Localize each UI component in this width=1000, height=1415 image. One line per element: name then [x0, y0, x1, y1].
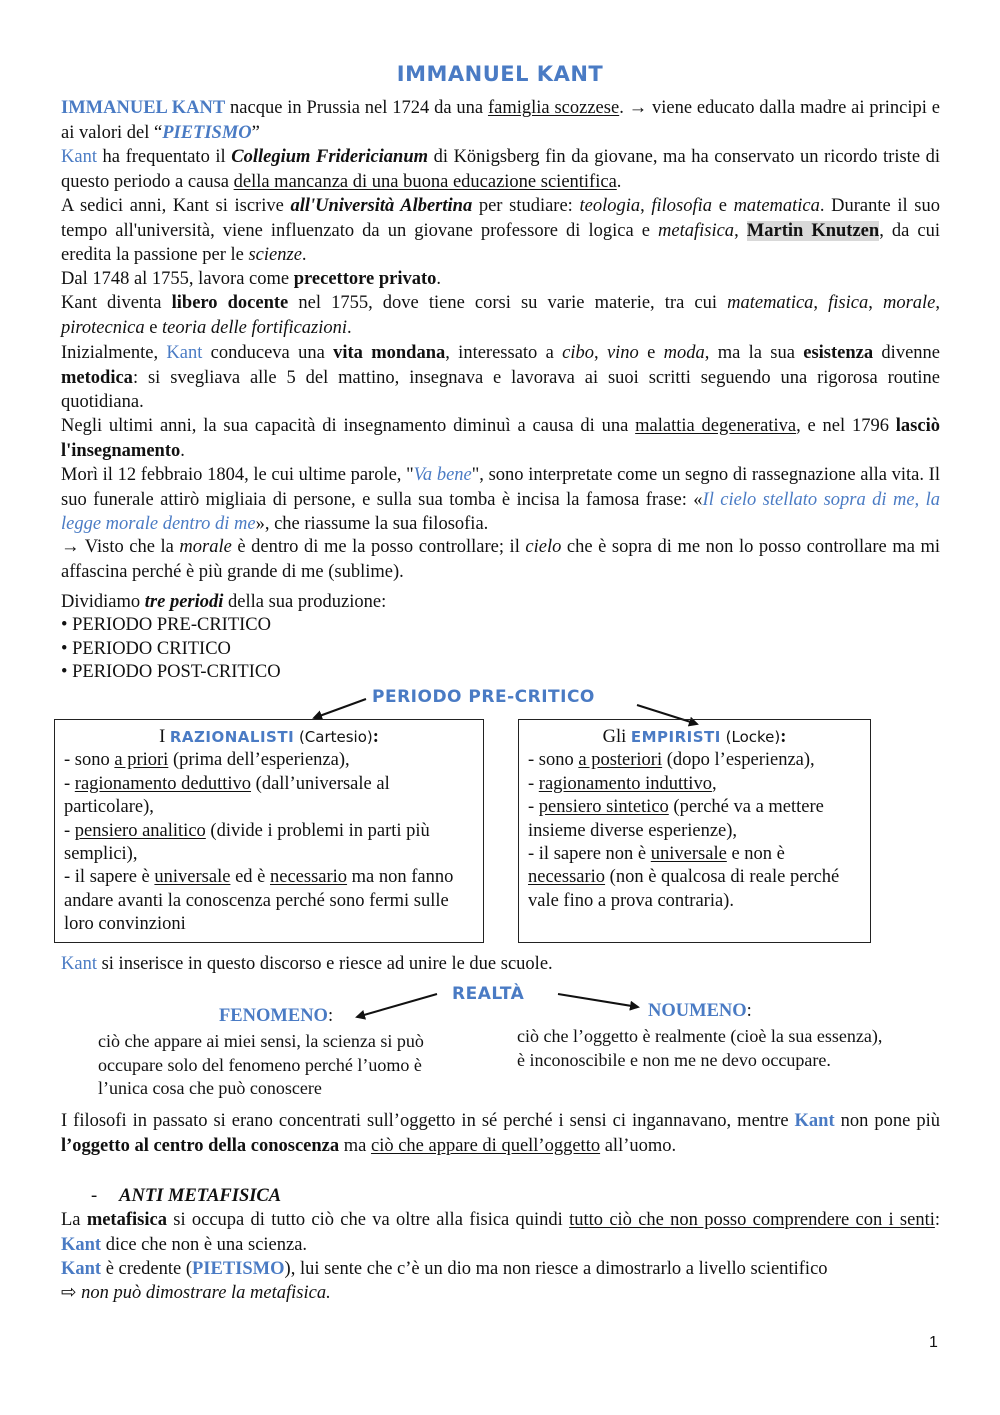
razionalisti-line: - sono a priori (prima dell’esperienza), — [64, 750, 350, 771]
paragraph-ultimi-anni: Negli ultimi anni, la sua capacità di insegnamento diminuì a causa di una malattia degenerativa, e nel 1796 lasciò l'insegnamento. — [61, 416, 940, 461]
empiristi-line: - pensiero sintetico (perché va a mettere insieme diverse esperienze), — [528, 797, 824, 841]
precritico-heading: PERIODO PRE-CRITICO — [372, 687, 595, 707]
double-arrow-icon: ⇨ — [61, 1283, 77, 1303]
empiristi-title: Gli EMPIRISTI (Locke): — [602, 727, 787, 747]
paragraph-vita: Inizialmente, Kant conduceva una vita mondana, interessato a cibo, vino e moda, ma la sua esistenza divenne metodica: si svegliava alle 5 del mattino, insegnava e lavorava ai suoi scritti seguendo una rigorosa routine quotidiana. — [61, 343, 940, 413]
famous-quote: Il cielo stellato sopra di me, la legge morale dentro di me — [61, 489, 940, 535]
razionalisti-title: I RAZIONALISTI (Cartesio): — [159, 727, 379, 747]
paragraph-university: A sedici anni, Kant si iscrive all'Università Albertina per studiare: teologia, filosofia e matematica. Durante il suo tempo all'università, viene influenzato da un giovane professore di logica e metafisica, Martin Knutzen, da cui eredita la passione per le scienze. — [61, 196, 941, 266]
razionalisti-line: - il sapere è universale ed è necessario ma non fanno andare avanti la conoscenza perché sono fermi sulle loro convinzioni — [64, 867, 454, 935]
paragraph-precettore: Dal 1748 al 1755, lavora come precettore privato. — [61, 269, 441, 289]
paragraph-credente: Kant è credente (PIETISMO), lui sente che c’è un dio ma non riesce a dimostrarlo a livello scientifico ⇨ non può dimostrare la metafisica. — [61, 1259, 828, 1303]
empiristi-line: - il sapere non è universale e non è necessario (non è qualcosa di reale perché vale fino a prova contraria). — [528, 844, 840, 911]
paragraph-oggetto: I filosofi in passato si erano concentrati sull’oggetto in sé perché i sensi ci ingannavano, mentre Kant non pone più l’oggetto al centro della conoscenza ma ciò che appare di quell’oggetto all’uomo. — [61, 1111, 940, 1156]
noumeno-text: ciò che l’oggetto è realmente (cioè la sua essenza), è inconoscibile e non me ne devo occupare. — [517, 1026, 883, 1070]
empiristi-line: - ragionamento induttivo, — [528, 773, 717, 794]
paragraph-birth: IMMANUEL KANT nacque in Prussia nel 1724 da una famiglia scozzese. → viene educato dalla madre ai principi e ai valori del “PIETISMO” — [61, 98, 940, 143]
empiristi-line: - sono a posteriori (dopo l’esperienza), — [528, 750, 815, 771]
paragraph-collegium: Kant ha frequentato il Collegium Fridericianum di Königsberg fin da giovane, ma ha conservato un ricordo triste di questo periodo a causa della mancanza di una buona educazione scientifica. — [61, 147, 940, 192]
period-item: • PERIODO CRITICO — [61, 639, 231, 659]
highlight-martin-knutzen: Martin Knutzen — [746, 220, 880, 241]
anti-metafisica-heading: - ANTI METAFISICA — [91, 1186, 282, 1206]
paragraph-periodi: Dividiamo tre periodi della sua produzione: — [61, 592, 387, 612]
arrow-to-fenomeno — [357, 994, 437, 1017]
arrow-to-noumeno — [558, 994, 638, 1007]
page-number: 1 — [929, 1334, 938, 1351]
paragraph-metafisica: La metafisica si occupa di tutto ciò che va oltre alla fisica quindi tutto ciò che non posso comprendere con i senti: Kant dice che non è una scienza. — [61, 1210, 941, 1255]
kant-name: IMMANUEL KANT — [61, 98, 226, 118]
empiristi-box — [518, 719, 871, 943]
noumeno-label: NOUMENO: — [648, 1001, 752, 1021]
fenomeno-text: ciò che appare ai miei sensi, la scienza si può occupare solo del fenomeno perché l’uomo è l’unica cosa che può conoscere — [98, 1031, 424, 1098]
page-title: IMMANUEL KANT — [396, 62, 604, 86]
period-item: • PERIODO POST-CRITICO — [61, 662, 281, 682]
razionalisti-line: - ragionamento deduttivo (dall’universale al particolare), — [64, 773, 390, 818]
razionalisti-line: - pensiero analitico (divide i problemi in parti più semplici), — [64, 820, 430, 865]
paragraph-morte: Morì il 12 febbraio 1804, le cui ultime parole, "Va bene", sono interpretate come un segno di rassegnazione alla vita. Il suo funerale attirò migliaia di persone, e sulla sua tomba è incisa la famosa frase: «Il cielo stellato sopra di me, la legge morale dentro di me», che riassume la sua filosofia. — [61, 465, 940, 535]
paragraph-docente: Kant diventa libero docente nel 1755, dove tiene corsi su varie materie, tra cui matematica, fisica, morale, pirotecnica e teoria delle fortificazioni. — [61, 293, 941, 338]
realta-heading: REALTÀ — [452, 984, 525, 1004]
paragraph-unione: Kant si inserisce in questo discorso e riesce ad unire le due scuole. — [61, 954, 553, 974]
arrow-to-razionalisti — [314, 699, 366, 718]
razionalisti-box — [54, 719, 484, 943]
period-item: • PERIODO PRE-CRITICO — [61, 615, 271, 635]
fenomeno-label: FENOMENO: — [219, 1006, 334, 1026]
paragraph-sublime: → Visto che la morale è dentro di me la posso controllare; il cielo che è sopra di me non lo posso controllare ma mi affascina perché è più grande di me (sublime). — [61, 537, 941, 582]
